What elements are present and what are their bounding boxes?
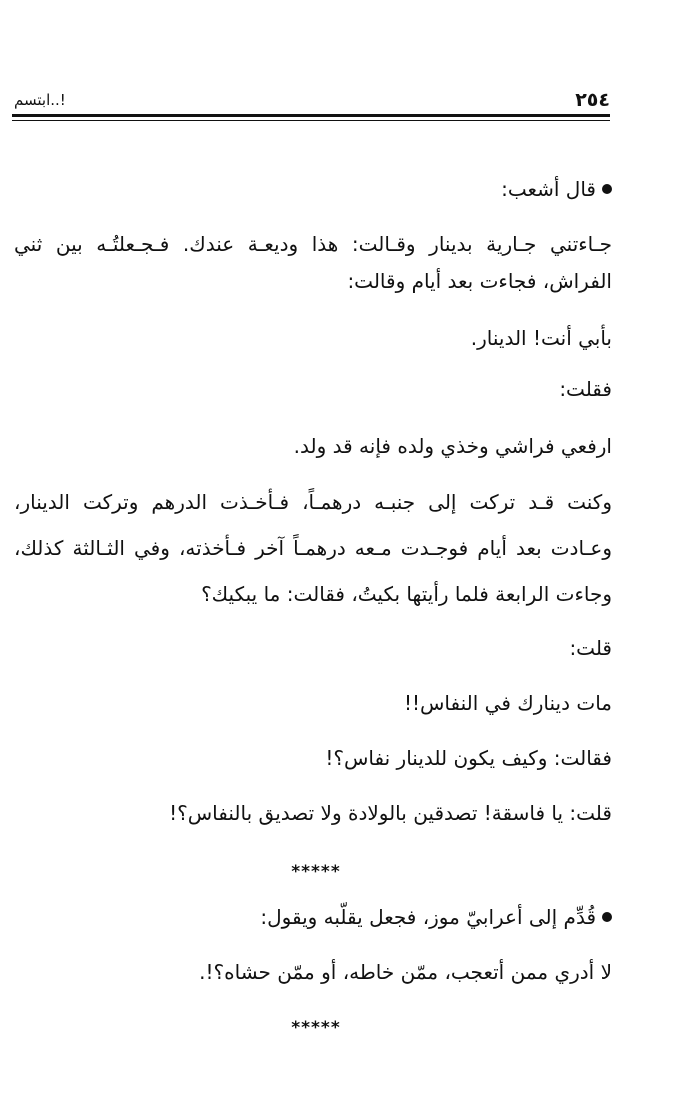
text-line: وعـادت بعد أيام فوجـدت مـعه درهمـاً آخر فـأخذته، وفي الثـالثة كذلك، [14, 536, 612, 560]
text-line: الفراش، فجاءت بعد أيام وقالت: [347, 269, 612, 293]
intro-text: قال أشعب: [501, 177, 596, 201]
anecdote-intro [14, 174, 612, 204]
text-line: قلت: يا فاسقة! تصدقين بالولادة ولا تصديق بالنفاس؟! [169, 801, 612, 825]
text-line: وجاءت الرابعة فلما رأيتها بكيتُ، فقالت: ما يبكيك؟ [201, 582, 612, 606]
text-line: مات دينارك في النفاس!! [403, 691, 612, 715]
text-line: بأبي أنت! الدينار. [470, 326, 612, 350]
text-line: لا أدري ممن أتعجب، ممّن خاطه، أو ممّن حشاه؟!. [199, 960, 612, 984]
intro-text: قُدِّم إلى أعرابيّ موز، فجعل يقلّبه ويقول: [260, 905, 596, 929]
text-line: فقالت: وكيف يكون للدينار نفاس؟! [325, 746, 612, 770]
bullet-icon [602, 184, 612, 194]
bullet-icon [602, 912, 612, 922]
page-body [14, 0, 612, 1097]
anecdote-intro [14, 902, 612, 932]
running-title: ابتسم..! [14, 91, 66, 109]
section-separator: ***** [291, 1018, 341, 1038]
text-line: فقلت: [559, 377, 612, 401]
text-line: ارفعي فراشي وخذي ولده فإنه قد ولد. [293, 434, 612, 458]
text-line: جـاءتني جـارية بدينار وقـالت: هذا وديعـة عندك. فـجـعلتُـه بين ثني [14, 232, 612, 256]
section-separator: ***** [291, 862, 341, 882]
text-line: قلت: [569, 636, 612, 660]
page-number: ٢٥٤ [575, 89, 610, 111]
text-line: وكنت قـد تركت إلى جنبـه درهمـاً، فـأخـذت الدرهم وتركت الدينار، [14, 490, 612, 514]
